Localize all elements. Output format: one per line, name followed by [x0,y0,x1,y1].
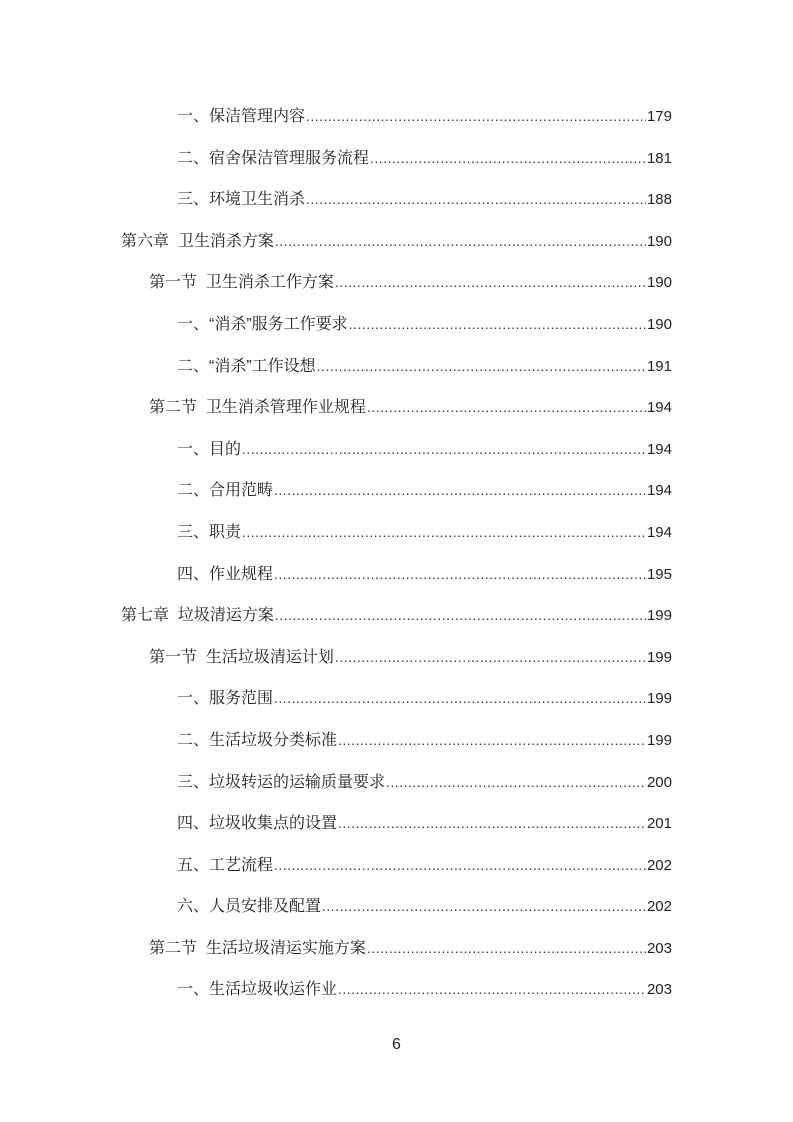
toc-item-entry[interactable] [0,512,793,554]
toc-entry-page: 194 [646,440,672,458]
toc-entry-page: 195 [646,565,672,583]
toc-item-entry[interactable] [0,429,793,471]
toc-item-entry[interactable] [0,346,793,388]
toc-entry-page: 194 [646,523,672,541]
toc-entry-title: 一、保洁管理内容 [177,108,306,125]
dot-leader [274,678,646,720]
toc-item-entry[interactable] [0,720,793,762]
dot-leader [242,512,646,554]
toc-section-entry[interactable] [0,262,793,304]
toc-entry-title: 四、垃圾收集点的设置 [177,815,338,833]
dot-leader [386,762,646,804]
toc-entry-title: 第二节 生活垃圾清运实施方案 [149,939,366,957]
toc-entry-title: 第六章 卫生消杀方案 [121,232,274,250]
toc-chapter-entry[interactable] [0,221,793,263]
toc-item-entry[interactable] [0,470,793,512]
toc-entry-page: 203 [646,939,672,957]
dot-leader [306,96,646,138]
dot-leader [317,346,646,388]
dot-leader [335,637,646,679]
toc-entry-title: 四、作业规程 [177,565,274,583]
toc-entry-title: 一、“消杀”服务工作要求 [177,315,348,333]
toc-entry-page: 190 [646,315,672,333]
toc-item-entry[interactable] [0,803,793,845]
toc-item-entry[interactable] [0,886,793,928]
toc-entry-title: 三、环境卫生消杀 [177,191,306,209]
toc-entry-title: 二、“消杀”工作设想 [177,357,316,375]
toc-entry-title: 三、垃圾转运的运输质量要求 [177,773,386,791]
dot-leader [335,262,646,304]
toc-entry-page: 194 [646,399,672,417]
toc-section-entry[interactable] [0,928,793,970]
toc-section-entry[interactable] [0,637,793,679]
toc-entry-title: 第一节 卫生消杀工作方案 [149,274,334,292]
toc-entry-title: 六、人员安排及配置 [177,898,322,916]
toc-entry-title: 二、合用范畴 [177,482,274,500]
toc-item-entry[interactable] [0,304,793,346]
dot-leader [275,595,646,637]
table-of-contents [0,96,793,1011]
dot-leader [274,470,646,512]
toc-section-entry[interactable] [0,387,793,429]
dot-leader [338,720,646,762]
toc-entry-page: 181 [646,149,672,167]
toc-entry-title: 一、目的 [177,440,242,458]
toc-entry-title: 三、职责 [177,523,242,541]
dot-leader [274,554,646,596]
toc-entry-page: 200 [646,773,672,791]
page-number: 6 [392,1036,401,1053]
dot-leader [242,429,646,471]
toc-item-entry[interactable] [0,678,793,720]
toc-item-entry[interactable] [0,969,793,1011]
toc-entry-page: 202 [646,856,672,874]
dot-leader [306,179,646,221]
toc-item-entry[interactable] [0,554,793,596]
toc-entry-page: 188 [646,191,672,209]
toc-entry-page: 202 [646,898,672,916]
toc-entry-page: 179 [646,108,672,125]
toc-entry-page: 191 [646,357,672,375]
toc-chapter-entry[interactable] [0,595,793,637]
toc-entry-page: 194 [646,482,672,500]
dot-leader [322,886,646,928]
toc-entry-title: 二、生活垃圾分类标准 [177,731,338,749]
toc-item-entry[interactable] [0,845,793,887]
toc-entry-title: 一、生活垃圾收运作业 [177,981,338,999]
toc-item-entry[interactable] [0,762,793,804]
toc-entry-page: 190 [646,232,672,250]
dot-leader [274,845,646,887]
toc-entry-title: 一、服务范围 [177,690,274,708]
toc-entry-title: 五、工艺流程 [177,856,274,874]
toc-entry-page: 199 [646,607,672,625]
toc-entry-page: 190 [646,274,672,292]
dot-leader [367,928,646,970]
toc-entry-title: 第一节 生活垃圾清运计划 [149,648,334,666]
dot-leader [275,221,646,263]
dot-leader [370,138,646,180]
toc-entry-page: 199 [646,731,672,749]
toc-entry-page: 199 [646,690,672,708]
toc-entry-title: 第七章 垃圾清运方案 [121,607,274,625]
toc-item-entry[interactable] [0,96,793,138]
toc-item-entry[interactable] [0,179,793,221]
toc-entry-title: 第二节 卫生消杀管理作业规程 [149,399,366,417]
dot-leader [338,969,646,1011]
dot-leader [349,304,646,346]
dot-leader [338,803,646,845]
toc-item-entry[interactable] [0,138,793,180]
toc-entry-title: 二、宿舍保洁管理服务流程 [177,149,370,167]
toc-entry-page: 203 [646,981,672,999]
dot-leader [367,387,646,429]
toc-entry-page: 199 [646,648,672,666]
toc-entry-page: 201 [646,815,672,833]
